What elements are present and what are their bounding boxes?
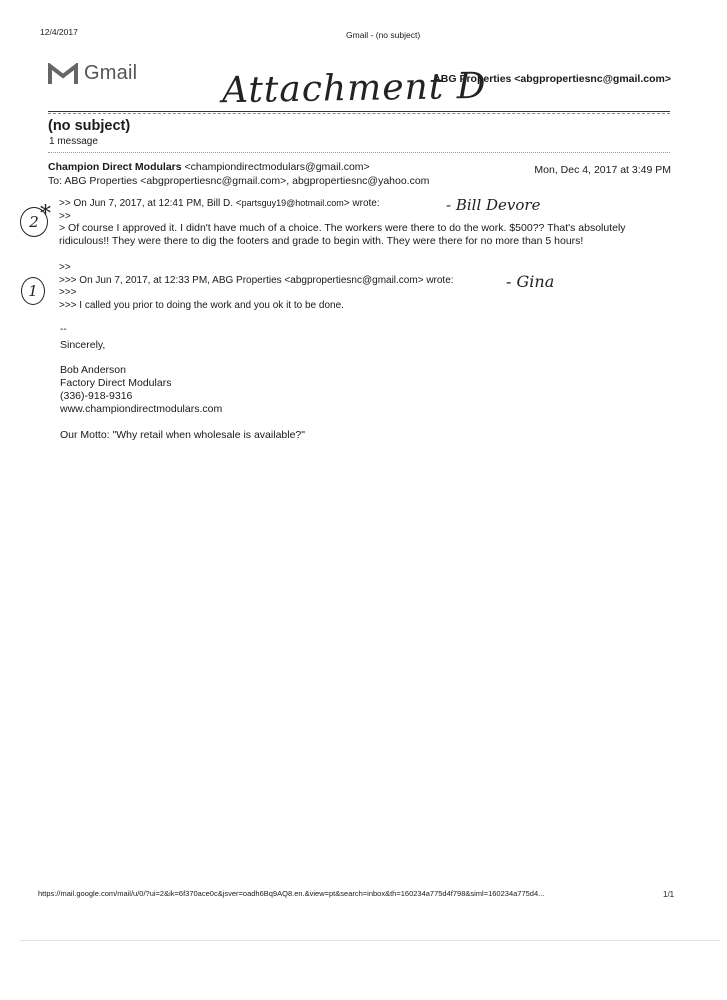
handwritten-attachment-note: Attachment D: [221, 65, 487, 112]
quote-marker: >>: [59, 211, 71, 222]
header-divider: [48, 111, 670, 112]
gmail-logo: [48, 62, 137, 85]
quote-header-bill: [59, 198, 380, 209]
handwritten-gina-note: - Gina: [506, 272, 555, 291]
thread-divider: [48, 152, 670, 153]
signature-separator: --: [60, 324, 67, 335]
gmail-envelope-icon: [48, 63, 78, 85]
page-edge: [20, 940, 720, 941]
quote-marker: >>: [59, 262, 71, 273]
quote-suffix: > wrote:: [343, 198, 380, 209]
margin-star-mark: *: [40, 202, 51, 227]
quote-marker: >>>: [59, 287, 77, 298]
sender-line: [48, 161, 370, 173]
footer-url: https://mail.google.com/mail/u/0/?ui=2&ik=6f370ace0c&jsver=oadh6Bq9AQ8.en.&view=pt&search=inbox&th=160234a775d4f798&siml=160234a775d4...: [38, 889, 545, 898]
print-date: 12/4/2017: [40, 27, 78, 37]
signature-name: Bob Anderson: [60, 364, 126, 376]
handwritten-bill-note: - Bill Devore: [446, 196, 541, 214]
signature-company: Factory Direct Modulars: [60, 377, 172, 389]
sent-timestamp: Mon, Dec 4, 2017 at 3:49 PM: [534, 164, 671, 176]
quote-email: partsguy19@hotmail.com: [241, 198, 344, 208]
quoted-original-line: >>> I called you prior to doing the work and you ok it to be done.: [59, 300, 344, 311]
signature-website: www.championdirectmodulars.com: [60, 403, 223, 415]
margin-circled-two: 2: [20, 207, 48, 237]
margin-circled-one: 1: [21, 277, 45, 305]
footer-page-number: 1/1: [663, 890, 675, 899]
signature-motto: Our Motto: "Why retail when wholesale is available?": [60, 429, 305, 441]
sender-name: Champion Direct Modulars: [48, 161, 182, 173]
email-subject: (no subject): [48, 118, 131, 134]
sender-email: <championdirectmodulars@gmail.com>: [184, 161, 370, 173]
quote-prefix: >>> On Jun 7, 2017, at 12:33 PM, ABG Properties <: [59, 275, 291, 286]
quote-header-abg: [59, 275, 454, 286]
signature-phone: (336)-918-9316: [60, 390, 133, 402]
recipients-line: To: ABG Properties <abgpropertiesnc@gmail.com>, abgpropertiesnc@yahoo.com: [48, 175, 430, 187]
account-header: ABG Properties <abgpropertiesnc@gmail.com>: [433, 73, 671, 85]
gmail-wordmark: Gmail: [84, 62, 138, 84]
quote-email: abgpropertiesnc@gmail.com: [290, 275, 418, 286]
print-title: Gmail - (no subject): [346, 30, 421, 40]
quoted-reply-paragraph: > Of course I approved it. I didn't have much of a choice. The workers were there to do the work. $500?? That's absolutely ridiculous!! They were there to dig the footers and grade to begin with. They were there for no more than 5 hours!: [59, 222, 626, 247]
quote-suffix: > wrote:: [417, 275, 454, 286]
header-divider-secondary: [48, 113, 670, 114]
quote-prefix: >> On Jun 7, 2017, at 12:41 PM, Bill D. <: [59, 198, 242, 209]
message-count: 1 message: [49, 136, 98, 147]
signature-closing: Sincerely,: [60, 339, 106, 351]
